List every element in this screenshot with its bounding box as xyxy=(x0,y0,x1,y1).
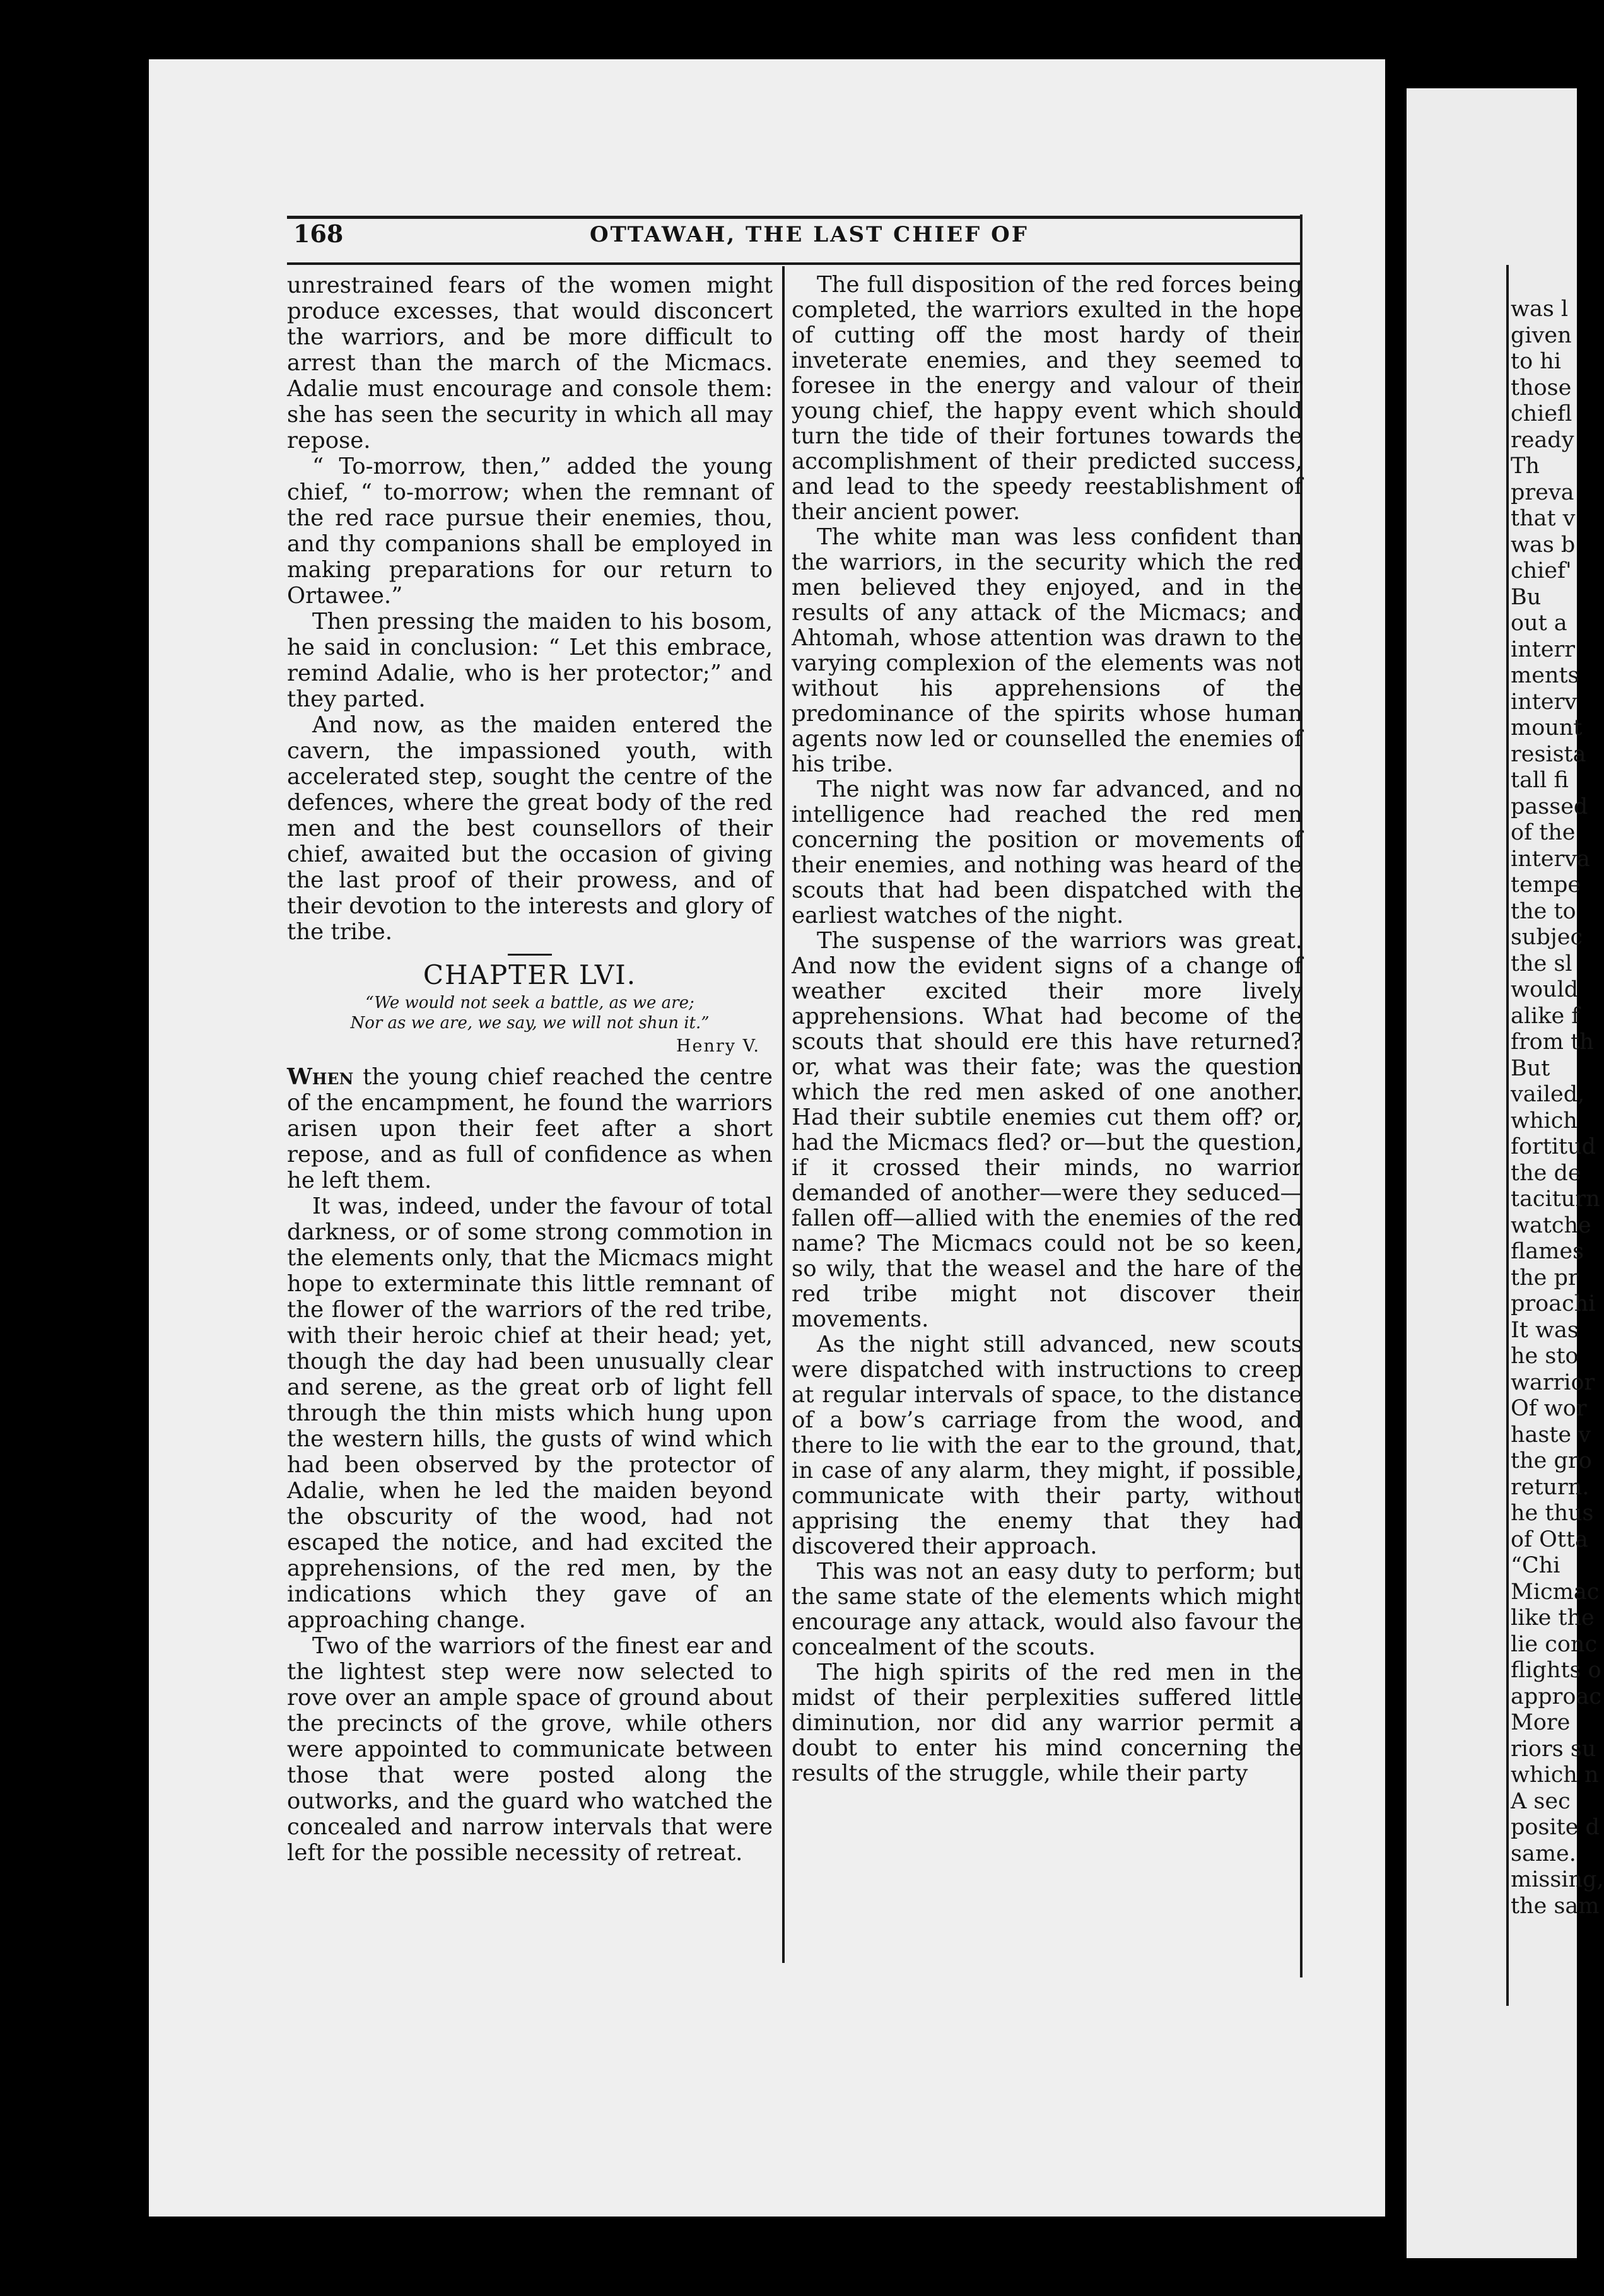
facing-page-line: approac xyxy=(1511,1684,1601,1709)
paragraph: The white man was less confident than the warriors, in the security which the red men believed they enjoyed, and in the results of any attack of the Micmacs; and Ahtomah, whose attention was drawn to the varying complexion of the elements was not without his apprehensions of the predominance of the spirits whose human agents now led or counselled the enemies of his tribe. xyxy=(792,524,1303,777)
facing-page-line: Th xyxy=(1511,454,1540,479)
facing-page-line: from th xyxy=(1511,1029,1594,1055)
facing-page-line: chiefl xyxy=(1511,401,1572,426)
left-column xyxy=(287,272,773,1976)
facing-page-line: of Otta xyxy=(1511,1526,1588,1552)
facing-page-line: lie conc xyxy=(1511,1631,1598,1657)
facing-page-line: riors su xyxy=(1511,1736,1596,1762)
epigraph-line: Nor as we are, we say, we will not shun it.” xyxy=(350,1014,710,1033)
facing-page-line: which xyxy=(1511,1108,1578,1133)
facing-page-line: he sto xyxy=(1511,1344,1579,1369)
epigraph-author: Henry V. xyxy=(676,1036,760,1056)
facing-page-line: out a xyxy=(1511,611,1567,636)
facing-page-line: interr xyxy=(1511,636,1575,662)
facing-page-line: posite d xyxy=(1511,1815,1600,1840)
facing-page-line: ready xyxy=(1511,427,1574,453)
opening-text: the young chief reached the centre of the encampment, he found the warriors arisen upon their feet after a short repose, and as full of confidence as when he left them. xyxy=(287,1064,773,1193)
facing-page-line: vailed, xyxy=(1511,1082,1585,1107)
facing-page-line: resista xyxy=(1511,741,1586,767)
facing-page-line: which n xyxy=(1511,1762,1599,1788)
facing-page-line: flights o xyxy=(1511,1658,1601,1683)
header-rule-top xyxy=(287,216,1303,219)
facing-page-line: Micmac xyxy=(1511,1579,1600,1605)
paragraph: The suspense of the warriors was great. And now the evident signs of a change of weather excited their more lively apprehensions. What had become of the scouts that should ere this have returned? or, what was their fate; was the question which the red men asked of one another. Had their subtile enemies cut them off? or, had the Micmacs fled? or—but the question, if it crossed their minds, no warrior demanded of another—were they seduced—fallen off—allied with the enemies of the red name? The Micmacs could not be so keen, so wily, that the weasel and the hare of the red tribe might not discover their movements. xyxy=(792,928,1303,1332)
right-column xyxy=(792,272,1303,1976)
facing-page-line: was b xyxy=(1511,532,1576,558)
facing-page-line: flames xyxy=(1511,1239,1584,1264)
facing-page-line: Bu xyxy=(1511,584,1542,610)
paragraph: The high spirits of the red men in the midst of their perplexities suffered little diminution, nor did any warrior permit a doubt to enter his mind concerning the results of the struggle, while their party xyxy=(792,1660,1303,1786)
facing-page-line: the sl xyxy=(1511,951,1572,976)
facing-page-line: those xyxy=(1511,375,1572,401)
facing-page-line: like the xyxy=(1511,1605,1595,1631)
facing-page-line: would xyxy=(1511,977,1579,1002)
facing-page-line: fortitud xyxy=(1511,1134,1596,1159)
facing-page-line: warrior xyxy=(1511,1369,1595,1395)
facing-page-line: was l xyxy=(1511,296,1569,322)
chapter-heading: CHAPTER LVI. xyxy=(423,959,637,990)
facing-page-line: missing, xyxy=(1511,1867,1604,1892)
facing-page-line: he thus xyxy=(1511,1501,1594,1526)
facing-page-line: subjec xyxy=(1511,925,1583,950)
facing-page-line: the pr xyxy=(1511,1265,1579,1291)
facing-page-line: preva xyxy=(1511,479,1574,505)
facing-page-line: taciturn xyxy=(1511,1186,1600,1212)
facing-page-rule xyxy=(1506,265,1509,2006)
column-divider xyxy=(782,266,785,1963)
page-header xyxy=(287,214,1303,259)
facing-page-line: watche xyxy=(1511,1212,1591,1238)
facing-page-line: given xyxy=(1511,322,1572,348)
facing-page-line: to hi xyxy=(1511,349,1561,374)
paragraph: This was not an easy duty to perform; but the same state of the elements which might encourage any attack, would also favour the concealment of the scouts. xyxy=(792,1559,1303,1660)
facing-page-line: passed xyxy=(1511,794,1588,819)
paragraph: unrestrained fears of the women might produce excesses, that would disconcert the warriors, and be more difficult to arrest than the march of the Micmacs. Adalie must encourage and console them: she has seen the security in which all may repose. xyxy=(287,272,773,454)
paragraph: As the night still advanced, new scouts were dispatched with instructions to creep at regular intervals of space, to the distance of a bow’s carriage from the wood, and there to lie with the ear to the ground, that, in case of any alarm, they might, if possible, communicate with their party, without apprising the enemy that they had discovered their approach. xyxy=(792,1332,1303,1559)
epigraph-line: “We would not seek a battle, as we are; xyxy=(365,993,694,1012)
facing-page-line: But xyxy=(1511,1055,1550,1081)
chapter-opening-paragraph xyxy=(287,1064,773,1193)
opening-word: When xyxy=(287,1064,354,1090)
facing-page-line: mount xyxy=(1511,715,1583,741)
paragraph: And now, as the maiden entered the cavern, the impassioned youth, with accelerated step, sought the centre of the defences, where the great body of the red men and the best counsellors of their chief, awaited but the occasion of giving the last proof of their prowess, and of their devotion to the interests and glory of the tribe. xyxy=(287,712,773,945)
facing-page-line: Of wor xyxy=(1511,1396,1587,1421)
facing-page-line: interv xyxy=(1511,689,1578,715)
facing-page-line: ments xyxy=(1511,663,1579,688)
paragraph: “ To-morrow, then,” added the young chief, “ to-morrow; when the remnant of the red race pursue their enemies, thou, and thy companions shall be employed in making preparations for our return to Ortawee.” xyxy=(287,454,773,609)
facing-page-line: the sam xyxy=(1511,1893,1600,1919)
paragraph: Two of the warriors of the finest ear and the lightest step were now selected to rove over an ample space of ground about the precincts of the grove, while others were appointed to communicate between those that were posted along the outworks, and the guard who watched the concealed and narrow intervals that were left for the possible necessity of retreat. xyxy=(287,1633,773,1866)
facing-page-line: proachi xyxy=(1511,1291,1596,1316)
paragraph: Then pressing the maiden to his bosom, he said in conclusion: “ Let this embrace, remind Adalie, who is her protector;” and they parted. xyxy=(287,609,773,712)
paragraph: The full disposition of the red forces being completed, the warriors exulted in the hope of cutting off the most hardy of their inveterate enemies, and they seemed to foresee in the energy and valour of their young chief, the happy event which should turn the tide of their fortunes towards the accomplishment of their predicted success, and lead to the speedy reestablishment of their ancient power. xyxy=(792,272,1303,525)
paragraph: The night was now far advanced, and no intelligence had reached the red men concerning the position or movements of their enemies, and nothing was heard of the scouts that had been dispatched with the earliest watches of the night. xyxy=(792,776,1303,928)
facing-page-line: that v xyxy=(1511,506,1576,531)
page-content xyxy=(287,214,1303,1974)
facing-page-line: haste v xyxy=(1511,1422,1591,1448)
paragraph: It was, indeed, under the favour of total darkness, or of some strong commotion in the elements only, that the Micmacs might hope to exterminate this little remnant of the flower of the warriors of the red tribe, with their heroic chief at their head; yet, though the day had been unusually clear and serene, as the great orb of light fell through the thin mists which hung upon the western hills, the gusts of wind which had been observed by the protector of Adalie, when he led the maiden beyond the obscurity of the wood, had not escaped the notice, and had excited the apprehensions, of the red men, by the indications which they gave of an approaching change. xyxy=(287,1193,773,1633)
chapter-divider xyxy=(508,954,552,956)
facing-page-text xyxy=(1511,296,1604,1919)
facing-page-line: return. xyxy=(1511,1474,1589,1500)
facing-page-line: alike f xyxy=(1511,1003,1580,1029)
facing-page-line: same. xyxy=(1511,1841,1576,1866)
page-gutter xyxy=(1385,0,1407,2296)
header-rule-bottom xyxy=(287,262,1303,265)
facing-page-line: the de xyxy=(1511,1160,1581,1186)
facing-page-line: tall fi xyxy=(1511,768,1569,793)
facing-page-line: “Chi xyxy=(1511,1553,1560,1578)
running-title: OTTAWAH, THE LAST CHIEF OF xyxy=(590,222,1029,247)
facing-page-line: chief' xyxy=(1511,558,1572,583)
page-number: 168 xyxy=(293,220,344,248)
facing-page-line: It was xyxy=(1511,1317,1579,1343)
facing-page-line: the gro xyxy=(1511,1448,1592,1473)
facing-page-line: the to xyxy=(1511,898,1576,924)
facing-page-line: of the xyxy=(1511,820,1576,845)
facing-page-line: A sec xyxy=(1511,1788,1571,1814)
facing-page-line: More xyxy=(1511,1710,1571,1735)
facing-page-line: tempe xyxy=(1511,872,1581,898)
facing-page-line: interva xyxy=(1511,846,1590,872)
